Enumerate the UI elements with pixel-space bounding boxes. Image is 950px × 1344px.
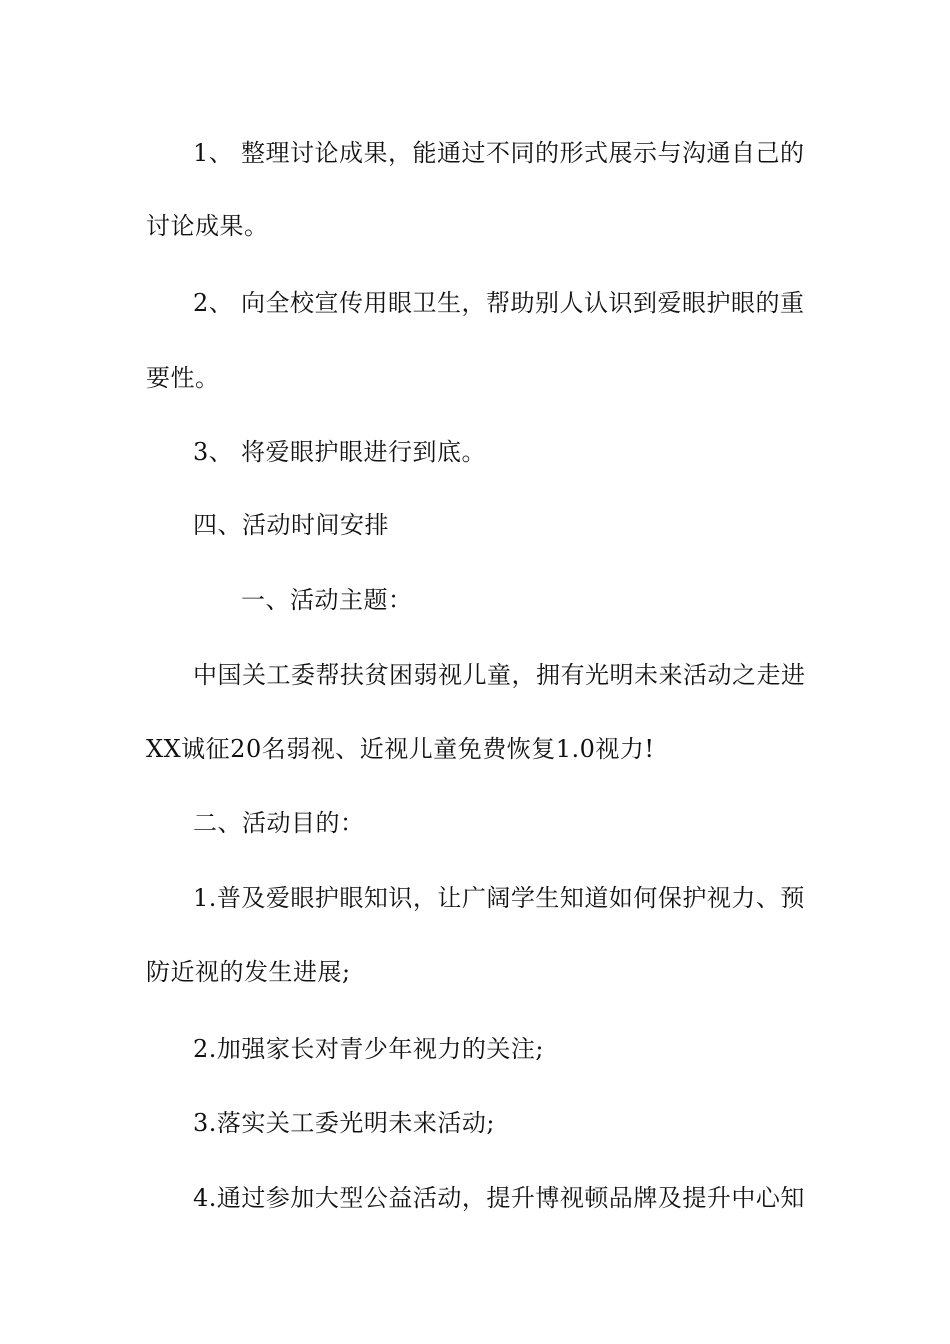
- list-item-purpose-2: 2.加强家长对青少年视力的关注;: [193, 1035, 544, 1063]
- paragraph-text: 整理讨论成果，能通过不同的形式展示与沟通自己的: [241, 139, 805, 167]
- paragraph-text: 向全校宣传用眼卫生，帮助别人认识到爱眼护眼的重: [241, 289, 805, 317]
- paragraph-continuation: 防近视的发生进展;: [146, 958, 351, 986]
- paragraph-continuation: 讨论成果。: [146, 212, 269, 240]
- list-number: 1、: [193, 139, 234, 167]
- paragraph-text: 将爱眼护眼进行到底。: [241, 438, 486, 466]
- list-item-2: [193, 288, 863, 318]
- list-number: 2、: [193, 289, 234, 317]
- list-item-purpose-1: 1.普及爱眼护眼知识，让广阔学生知道如何保护视力、预: [193, 884, 805, 912]
- list-item-purpose-3: 3.落实关工委光明未来活动;: [193, 1109, 495, 1137]
- section-heading-purpose: 二、活动目的：: [193, 809, 365, 837]
- list-item-1: [193, 138, 863, 168]
- paragraph-continuation: XX诚征20名弱视、近视儿童免费恢复1.0视力!: [146, 735, 655, 763]
- paragraph-continuation: 要性。: [146, 364, 220, 392]
- section-heading-theme: 一、活动主题：: [241, 586, 413, 614]
- section-heading-schedule: 四、活动时间安排: [193, 511, 389, 539]
- paragraph-text: 中国关工委帮扶贫困弱视儿童，拥有光明未来活动之走进: [193, 661, 806, 689]
- list-number: 3、: [193, 438, 234, 466]
- list-item-3: [193, 437, 863, 467]
- list-item-purpose-4: 4.通过参加大型公益活动，提升博视顿品牌及提升中心知: [193, 1184, 805, 1212]
